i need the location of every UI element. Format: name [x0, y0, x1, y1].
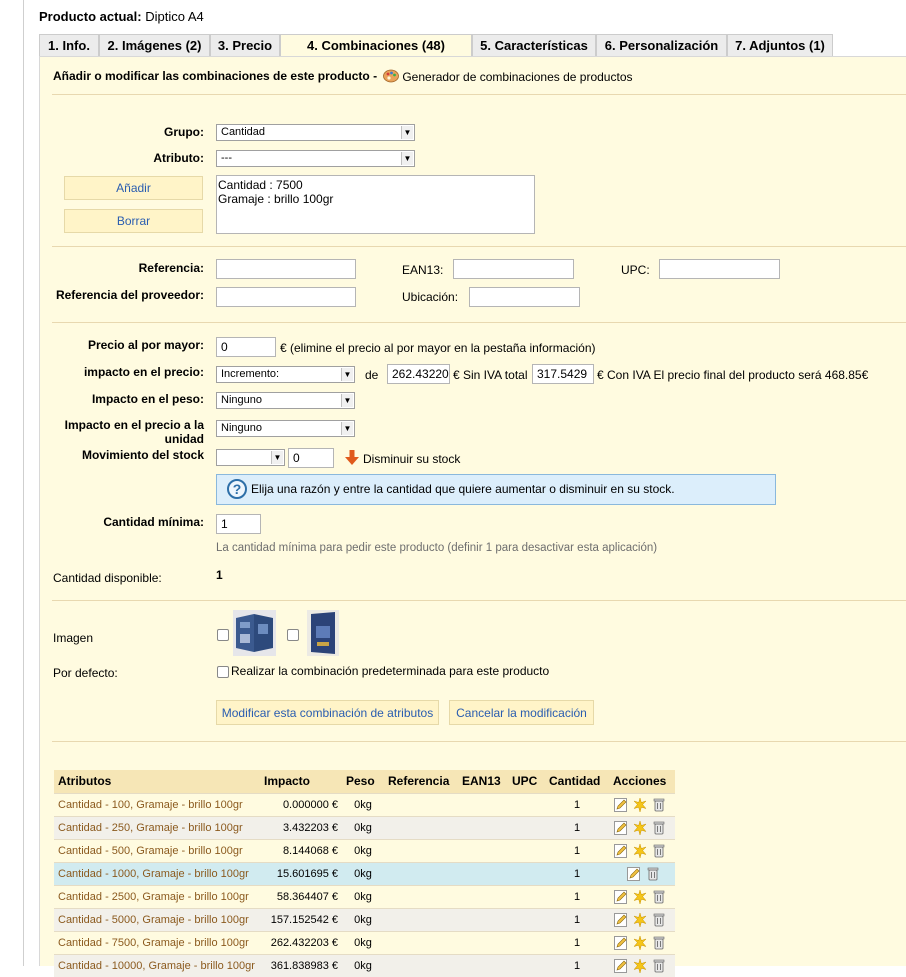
cell-quantity: 1 — [545, 908, 609, 931]
set-default-icon[interactable] — [633, 936, 647, 950]
unit-price-impact-select[interactable] — [216, 420, 355, 437]
price-impact-ex-label: € Sin IVA total — [453, 368, 528, 382]
divider — [52, 94, 906, 95]
product-image-1 — [233, 610, 276, 656]
stock-quantity-input[interactable]: 0 — [288, 448, 334, 468]
cell-reference — [384, 885, 458, 908]
edit-icon[interactable] — [627, 867, 641, 881]
table-row — [54, 839, 675, 862]
default-combination-checkbox[interactable] — [217, 666, 229, 678]
column-header-upc: UPC — [508, 770, 545, 793]
cell-quantity: 1 — [545, 885, 609, 908]
arrow-down-icon — [345, 450, 359, 466]
cell-weight: 0kg — [342, 931, 384, 954]
cell-ean13 — [458, 839, 508, 862]
price-impact-select[interactable] — [216, 366, 355, 383]
wholesale-price-input[interactable]: 0 — [216, 337, 276, 357]
column-header-reference: Referencia — [384, 770, 458, 793]
trash-icon[interactable] — [652, 913, 666, 927]
set-default-icon[interactable] — [633, 890, 647, 904]
unit-price-impact-label: Impacto en el precio a la unidad — [64, 418, 204, 446]
chevron-down-icon: ▼ — [401, 126, 413, 139]
cell-attributes: Cantidad - 2500, Gramaje - brillo 100gr — [54, 885, 260, 908]
image-label: Imagen — [53, 631, 94, 645]
stock-hint-text: Elija una razón y entre la cantidad que quiere aumentar o disminuir en su stock. — [251, 482, 675, 496]
price-impact-de: de — [365, 368, 379, 382]
cell-ean13 — [458, 862, 508, 885]
cell-weight: 0kg — [342, 954, 384, 977]
cell-attributes: Cantidad - 5000, Gramaje - brillo 100gr — [54, 908, 260, 931]
table-row — [54, 885, 675, 908]
cell-attributes: Cantidad - 7500, Gramaje - brillo 100gr — [54, 931, 260, 954]
tab-images[interactable]: 2. Imágenes (2) — [99, 34, 210, 56]
cell-attributes: Cantidad - 1000, Gramaje - brillo 100gr — [54, 862, 260, 885]
cell-quantity: 1 — [545, 839, 609, 862]
divider — [52, 600, 906, 601]
tab-combinations[interactable]: 4. Combinaciones (48) — [280, 34, 472, 57]
image-1-checkbox[interactable] — [217, 629, 229, 641]
cell-reference — [384, 862, 458, 885]
cell-ean13 — [458, 908, 508, 931]
cell-reference — [384, 908, 458, 931]
help-icon: ? — [227, 479, 247, 499]
group-label: Grupo: — [164, 125, 204, 139]
cell-quantity: 1 — [545, 862, 609, 885]
cell-quantity: 1 — [545, 954, 609, 977]
cell-reference — [384, 839, 458, 862]
edit-icon[interactable] — [614, 821, 628, 835]
location-label: Ubicación: — [402, 290, 459, 304]
column-header-weight: Peso — [342, 770, 384, 793]
modify-combination-button[interactable]: Modificar esta combinación de atributos — [216, 700, 439, 725]
cell-actions — [609, 908, 675, 931]
attribute-label: Atributo: — [153, 151, 204, 165]
edit-icon[interactable] — [614, 936, 628, 950]
cell-weight: 0kg — [342, 908, 384, 931]
divider — [52, 741, 906, 742]
weight-impact-select-value: Ninguno — [221, 394, 262, 406]
ean13-input[interactable] — [453, 259, 574, 279]
trash-icon[interactable] — [652, 936, 666, 950]
chevron-down-icon: ▼ — [341, 422, 353, 435]
cell-impact: 0.000000 € — [260, 793, 342, 816]
weight-impact-select[interactable] — [216, 392, 355, 409]
trash-icon[interactable] — [652, 890, 666, 904]
set-default-icon[interactable] — [633, 798, 647, 812]
cell-weight: 0kg — [342, 793, 384, 816]
cell-weight: 0kg — [342, 816, 384, 839]
available-quantity-label: Cantidad disponible: — [53, 571, 162, 585]
edit-icon[interactable] — [614, 798, 628, 812]
set-default-icon[interactable] — [633, 821, 647, 835]
cell-attributes: Cantidad - 100, Gramaje - brillo 100gr — [54, 793, 260, 816]
price-impact-inc-label: € Con IVA El precio final del producto será 468.85€ — [597, 368, 869, 382]
table-row — [54, 862, 675, 885]
default-combination-text: Realizar la combinación predeterminada para este producto — [231, 664, 550, 678]
cell-upc — [508, 862, 545, 885]
supplier-reference-label: Referencia del proveedor: — [55, 288, 204, 302]
chevron-down-icon: ▼ — [271, 451, 283, 464]
trash-icon[interactable] — [652, 821, 666, 835]
price-impact-amount-inc[interactable]: 317.5429 — [532, 364, 594, 384]
set-default-icon[interactable] — [633, 913, 647, 927]
upc-label: UPC: — [621, 263, 650, 277]
cell-upc — [508, 839, 545, 862]
column-header-quantity: Cantidad — [545, 770, 609, 793]
cell-impact: 58.364407 € — [260, 885, 342, 908]
divider — [52, 322, 906, 323]
price-impact-amount-ex[interactable]: 262.43220 — [387, 364, 450, 384]
cell-actions — [609, 839, 675, 862]
trash-icon[interactable] — [652, 798, 666, 812]
cell-weight: 0kg — [342, 862, 384, 885]
product-name: Diptico A4 — [145, 9, 204, 24]
tab-info[interactable]: 1. Info. — [39, 34, 99, 56]
cell-actions — [609, 885, 675, 908]
weight-impact-label: Impacto en el peso: — [91, 392, 204, 406]
ean-label: EAN13: — [402, 263, 444, 277]
cancel-modification-button[interactable]: Cancelar la modificación — [449, 700, 594, 725]
table-header-row — [54, 770, 675, 793]
cell-ean13 — [458, 885, 508, 908]
divider — [52, 246, 906, 247]
section-separator: - — [373, 69, 378, 83]
reference-label: Referencia: — [138, 261, 204, 275]
upc-input[interactable] — [659, 259, 780, 279]
cell-ean13 — [458, 816, 508, 839]
column-header-actions: Acciones — [609, 770, 675, 793]
section-title-text: Añadir o modificar las combinaciones de este producto — [53, 69, 370, 83]
cell-quantity: 1 — [545, 816, 609, 839]
cell-quantity: 1 — [545, 793, 609, 816]
table-row — [54, 816, 675, 839]
left-border — [23, 0, 24, 966]
tab-price[interactable]: 3. Precio — [210, 34, 280, 56]
cell-upc — [508, 816, 545, 839]
table-row — [54, 793, 675, 816]
cell-reference — [384, 793, 458, 816]
group-select-value: Cantidad — [221, 126, 266, 138]
selected-attributes-list[interactable] — [216, 175, 535, 234]
cell-upc — [508, 793, 545, 816]
delete-button[interactable]: Borrar — [64, 209, 203, 233]
location-input[interactable] — [469, 287, 580, 307]
edit-icon[interactable] — [614, 844, 628, 858]
attribute-select[interactable] — [216, 150, 415, 167]
cell-upc — [508, 931, 545, 954]
cell-weight: 0kg — [342, 839, 384, 862]
trash-icon[interactable] — [646, 867, 660, 881]
stock-action-text: Disminuir su stock — [363, 452, 461, 466]
cell-impact: 8.144068 € — [260, 839, 342, 862]
tab-attachments[interactable]: 7. Adjuntos (1) — [727, 34, 833, 56]
image-2-checkbox[interactable] — [287, 629, 299, 641]
palette-icon — [383, 69, 399, 83]
unit-price-impact-select-value: Ninguno — [221, 422, 262, 434]
price-impact-select-value: Incremento: — [221, 368, 280, 380]
cell-reference — [384, 931, 458, 954]
stock-hint-box — [216, 474, 776, 505]
chevron-down-icon: ▼ — [341, 368, 353, 381]
minimum-quantity-label: Cantidad mínima: — [103, 515, 204, 529]
cell-attributes: Cantidad - 500, Gramaje - brillo 100gr — [54, 839, 260, 862]
price-impact-label: impacto en el precio: — [83, 365, 204, 379]
stock-reason-select[interactable] — [216, 449, 285, 466]
group-select[interactable] — [216, 124, 415, 141]
attribute-select-value: --- — [221, 152, 232, 164]
cell-upc — [508, 908, 545, 931]
generator-link[interactable] — [383, 69, 633, 84]
wholesale-price-label: Precio al por mayor: — [87, 338, 204, 352]
cell-impact: 361.838983 € — [260, 954, 342, 977]
tab-customization[interactable]: 6. Personalización — [596, 34, 727, 56]
cell-actions — [609, 931, 675, 954]
cell-quantity: 1 — [545, 931, 609, 954]
edit-icon[interactable] — [614, 890, 628, 904]
column-header-attributes: Atributos — [54, 770, 260, 793]
available-quantity-value: 1 — [216, 568, 223, 582]
set-default-icon[interactable] — [633, 844, 647, 858]
supplier-reference-input[interactable] — [216, 287, 356, 307]
column-header-ean13: EAN13 — [458, 770, 508, 793]
edit-icon[interactable] — [614, 913, 628, 927]
cell-impact: 15.601695 € — [260, 862, 342, 885]
cell-attributes: Cantidad - 10000, Gramaje - brillo 100gr — [54, 954, 260, 977]
tab-features[interactable]: 5. Características — [472, 34, 596, 56]
chevron-down-icon: ▼ — [341, 394, 353, 407]
combinations-table-body — [54, 793, 675, 977]
add-button[interactable]: Añadir — [64, 176, 203, 200]
reference-input[interactable] — [216, 259, 356, 279]
minimum-quantity-input[interactable]: 1 — [216, 514, 261, 534]
product-image-2 — [307, 610, 339, 656]
trash-icon[interactable] — [652, 844, 666, 858]
table-row — [54, 908, 675, 931]
product-title-label: Producto actual: — [39, 9, 142, 24]
table-row — [54, 931, 675, 954]
cell-ean13 — [458, 793, 508, 816]
chevron-down-icon: ▼ — [401, 152, 413, 165]
cell-weight: 0kg — [342, 885, 384, 908]
stock-movement-label: Movimiento del stock — [81, 448, 204, 462]
cell-actions — [609, 816, 675, 839]
cell-upc — [508, 885, 545, 908]
minimum-quantity-hint: La cantidad mínima para pedir este producto (definir 1 para desactivar esta aplicación) — [216, 542, 658, 554]
wholesale-price-note: € (elimine el precio al por mayor en la pestaña información) — [280, 341, 596, 355]
cell-actions — [609, 862, 675, 885]
combinations-table — [54, 770, 675, 977]
list-item[interactable]: Gramaje : brillo 100gr — [218, 192, 334, 206]
default-label: Por defecto: — [53, 666, 118, 680]
cell-ean13 — [458, 931, 508, 954]
list-item[interactable]: Cantidad : 7500 — [218, 178, 303, 192]
cell-attributes: Cantidad - 250, Gramaje - brillo 100gr — [54, 816, 260, 839]
cell-impact: 157.152542 € — [260, 908, 342, 931]
cell-impact: 262.432203 € — [260, 931, 342, 954]
section-title — [53, 69, 377, 83]
cell-actions — [609, 793, 675, 816]
cell-impact: 3.432203 € — [260, 816, 342, 839]
cell-reference — [384, 816, 458, 839]
combinations-panel — [39, 56, 906, 972]
column-header-impact: Impacto — [260, 770, 342, 793]
product-title — [39, 9, 204, 24]
generator-link-text: Generador de combinaciones de productos — [402, 70, 633, 84]
